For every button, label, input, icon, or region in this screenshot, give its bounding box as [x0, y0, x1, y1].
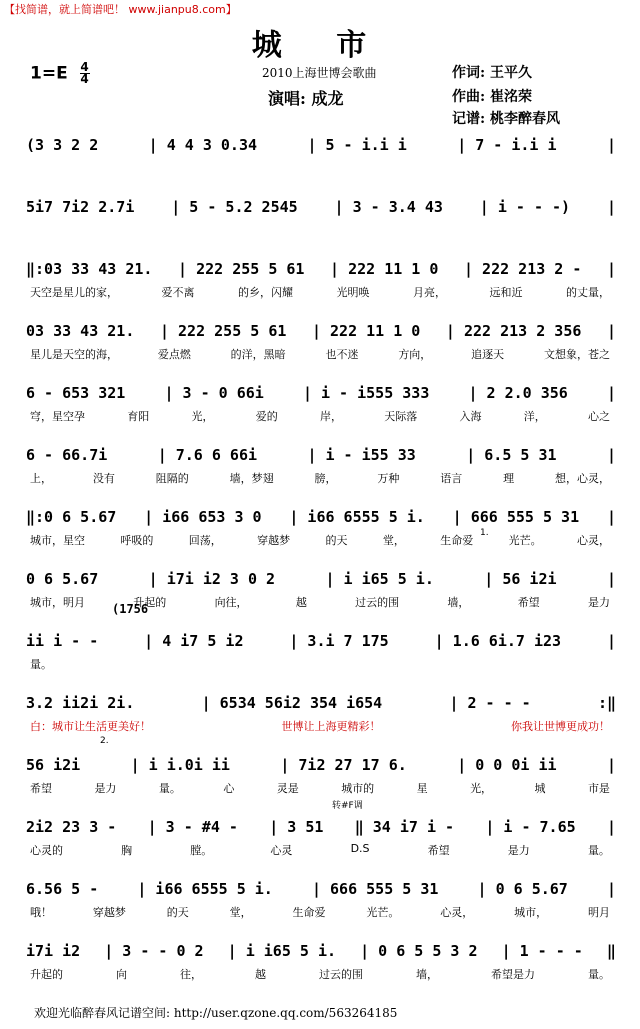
- lyric-word: 量。: [587, 844, 610, 857]
- notation-measure: | 3 - 3.4 43: [334, 198, 443, 216]
- notation-measure: 5i7 7i2 2.7i: [26, 198, 135, 216]
- lyric-word: 白：城市让生活更美好！: [30, 720, 151, 733]
- lyric-word: 城市，: [514, 906, 548, 919]
- lyric-word: 回荡，: [188, 534, 222, 547]
- notation-line: [26, 508, 616, 526]
- lyric-word: 墙，: [416, 968, 438, 981]
- lyric-word: 希望: [427, 844, 450, 857]
- lyric-word: 育阳: [127, 410, 150, 423]
- notation-measure: | 222 213 2 -: [463, 260, 582, 278]
- lyric-word: 爱的: [255, 410, 278, 423]
- notation-line: [26, 942, 616, 960]
- lyric-word: 穿越梦: [92, 906, 126, 919]
- notation-measure: | 2 - - -: [449, 694, 531, 712]
- lyrics-line: [30, 346, 610, 362]
- notation-measure: (3 3 2 2: [26, 136, 99, 154]
- lyric-word: 阻隔的: [155, 472, 189, 485]
- lyrics-line: [30, 842, 610, 858]
- notation-measure: | 1.6 6i.7 i23: [434, 632, 562, 650]
- lyric-word: 明月: [588, 906, 610, 919]
- notation-measure: 2i2 23 3 -: [26, 818, 117, 836]
- lyric-word: 堂，: [382, 534, 405, 547]
- notation-measure: | i i.0i ii: [130, 756, 230, 774]
- lyrics-line: [30, 284, 610, 300]
- lyric-word: 哦！: [30, 906, 52, 919]
- lyric-word: 爱点燃: [157, 348, 191, 361]
- notation-measure: | 1 - - -: [501, 942, 583, 960]
- lyric-word: 心之: [588, 410, 610, 423]
- notation-measure: | 3 - 0 66i: [164, 384, 264, 402]
- lyric-word: 月亮，: [413, 286, 446, 299]
- notation-measure: | 666 555 5 31: [311, 880, 439, 898]
- lyric-word: 是力: [587, 596, 610, 609]
- lyrics-line: [30, 904, 610, 920]
- lyric-word: 洋，: [523, 410, 546, 423]
- bracket-1756: (1756: [112, 602, 149, 616]
- key-signature: [30, 62, 90, 85]
- notation-line: [26, 384, 616, 402]
- lyric-word: 希望: [30, 782, 52, 795]
- notation-measure: |: [606, 632, 616, 650]
- notation-measure: | 222 11 1 0: [311, 322, 421, 340]
- lyric-word: 你我让世博更成功！: [511, 720, 610, 733]
- lyrics-line: [30, 966, 610, 982]
- lyric-word: 城市，星空: [30, 534, 85, 547]
- time-numerator: 4: [80, 60, 89, 74]
- lyric-word: 呼吸的: [120, 534, 154, 547]
- volta-1: 1.: [480, 528, 489, 538]
- notation-measure: |: [606, 756, 616, 774]
- notation-measure: | 6.5 5 31: [466, 446, 557, 464]
- notation-measure: | 3 - - 0 2: [104, 942, 204, 960]
- notation-measure: | 7.6 6 66i: [157, 446, 258, 464]
- lyric-word: 的丈量，: [566, 286, 610, 299]
- lyric-word: 心灵，: [577, 534, 610, 547]
- notation-measure: | 0 6 5 5 3 2: [360, 942, 478, 960]
- lyric-word: 岸，: [320, 410, 342, 423]
- lyric-word: 量。: [158, 782, 181, 795]
- lyric-word: 市是: [587, 782, 610, 795]
- notation-measure: | 56 i2i: [484, 570, 557, 588]
- lyrics-line: [30, 532, 610, 548]
- lyric-word: 心灵，: [440, 906, 474, 919]
- lyric-word: 天际落: [384, 410, 418, 423]
- lyric-word: 心灵的: [30, 844, 63, 857]
- notation-measure: 3.2 ii2i 2i.: [26, 694, 135, 712]
- notation-line: [26, 756, 616, 774]
- notation-line: [26, 198, 616, 216]
- transcriber-credit: 记谱: 桃李醉春风: [452, 111, 561, 127]
- notation-measure: 0 6 5.67: [26, 570, 99, 588]
- notation-measure: | 4 i7 5 i2: [144, 632, 244, 650]
- lyric-word: D.S: [350, 842, 370, 855]
- lyric-word: 量。: [30, 658, 52, 671]
- lyric-word: 升起的: [30, 968, 63, 981]
- notation-measure: ‖ 34 i7 i -: [354, 818, 455, 836]
- lyric-word: 膛。: [190, 844, 213, 857]
- notation-measure: | i66 6555 5 i.: [137, 880, 273, 898]
- lyric-word: 心: [223, 782, 235, 795]
- site-banner: 【找简谱，就上简谱吧！ www.jianpu8.com】: [4, 3, 237, 16]
- song-title: 城 市: [251, 28, 389, 63]
- notation-line: [26, 880, 616, 898]
- lyric-word: 过云的围: [319, 968, 363, 981]
- lyrics-line: [30, 470, 610, 486]
- notation-measure: | 0 6 5.67: [477, 880, 568, 898]
- lyric-word: 城市，明月: [30, 596, 85, 609]
- lyrics-line: [30, 780, 610, 796]
- notation-measure: ii i - -: [26, 632, 99, 650]
- lyric-word: 城市的: [341, 782, 375, 795]
- lyric-word: 也不迷: [325, 348, 359, 361]
- lyric-word: 越: [295, 596, 307, 609]
- lyric-word: 量。: [588, 968, 610, 981]
- notation-measure: | 222 255 5 61: [159, 322, 287, 340]
- lyrics-line: [30, 718, 610, 734]
- notation-line: [26, 446, 616, 464]
- lyric-word: 光，: [470, 782, 493, 795]
- notation-measure: | 222 213 2 356: [445, 322, 582, 340]
- notation-measure: 6 - 653 321: [26, 384, 126, 402]
- notation-line: [26, 136, 616, 154]
- lyric-word: 没有: [92, 472, 115, 485]
- lyric-word: 心灵: [270, 844, 293, 857]
- lyric-word: 胸: [121, 844, 133, 857]
- lyric-word: 世博让上海更精彩！: [281, 720, 381, 733]
- lyric-word: 的天: [325, 534, 348, 547]
- lyric-word: 向: [116, 968, 127, 981]
- lyric-word: 希望是力: [491, 968, 535, 981]
- notation-measure: |: [606, 446, 616, 464]
- lyric-word: 理: [503, 472, 515, 485]
- notation-measure: | 5 - 5.2 2545: [171, 198, 298, 216]
- lyric-word: 的乡，闪耀: [238, 286, 293, 299]
- notation-measure: |: [606, 880, 616, 898]
- footer-text: 欢迎光临醉春风记谱空间: http://user.qzone.qq.com/563264185: [34, 1006, 398, 1020]
- lyric-word: 墙，梦翅: [229, 472, 274, 485]
- lyric-word: 穿越梦: [257, 534, 291, 547]
- lyric-word: 入海: [459, 410, 482, 423]
- lyric-word: 堂，: [229, 906, 252, 919]
- singer-credit: 演唱: 成龙: [268, 89, 344, 108]
- lyrics-line: [30, 408, 610, 424]
- lyric-word: 方向，: [398, 348, 432, 361]
- lyric-word: 光芒。: [366, 906, 400, 919]
- notation-measure: | 222 255 5 61: [178, 260, 305, 278]
- lyric-word: 生命爱: [440, 534, 474, 547]
- notation-measure: 6.56 5 -: [26, 880, 99, 898]
- notation-measure: | 3.i 7 175: [289, 632, 389, 650]
- notation-measure: | 4 4 3 0.34: [148, 136, 258, 154]
- lyric-word: 的洋，黑暗: [230, 348, 286, 361]
- lyric-word: 星: [416, 782, 428, 795]
- notation-line: [26, 632, 616, 650]
- notation-measure: |: [606, 198, 616, 216]
- notation-measure: | 2 2.0 356: [468, 384, 568, 402]
- lyric-word: 希望: [517, 596, 540, 609]
- notation-measure: 6 - 66.7i: [26, 446, 108, 464]
- lyric-word: 越: [255, 968, 266, 981]
- lyric-word: 光，: [191, 410, 214, 423]
- lyric-word: 万种: [377, 472, 400, 485]
- notation-line: [26, 570, 616, 588]
- notation-measure: | 7 - i.i i: [457, 136, 557, 154]
- lyric-word: 远和近: [489, 286, 523, 299]
- notation-measure: i7i i2: [26, 942, 81, 960]
- notation-measure: | 7i2 27 17 6.: [280, 756, 407, 774]
- notation-measure: |: [606, 570, 616, 588]
- notation-measure: :‖: [597, 694, 616, 712]
- lyric-word: 灵是: [276, 782, 299, 795]
- lyric-word: 文想象，苍之: [543, 348, 610, 361]
- lyric-word: 生命爱: [292, 906, 326, 919]
- lyric-word: 语言: [440, 472, 463, 485]
- notation-measure: | 6534 56i2 354 i654: [201, 694, 383, 712]
- lyric-word: 爱不离: [161, 286, 195, 299]
- notation-measure: | 0 0 0i ii: [457, 756, 557, 774]
- lyric-word: 穹，星空孕: [30, 410, 85, 423]
- notation-measure: ‖:03 33 43 21.: [26, 260, 153, 278]
- notation-measure: |: [606, 136, 616, 154]
- lyric-word: 光芒。: [508, 534, 542, 547]
- notation-measure: | i - i555 333: [302, 384, 430, 402]
- volta-2: 2.: [100, 736, 109, 746]
- notation-measure: | i i65 5 i.: [325, 570, 434, 588]
- lyric-word: 往，: [180, 968, 202, 981]
- notation-measure: ‖: [606, 942, 616, 960]
- lyric-word: 膀，: [314, 472, 337, 485]
- notation-measure: |: [606, 322, 616, 340]
- lyric-word: 墙，: [447, 596, 470, 609]
- notation-measure: 03 33 43 21.: [26, 322, 135, 340]
- notation-measure: | i - i55 33: [307, 446, 416, 464]
- lyric-word: 光明唤: [336, 286, 370, 299]
- lyrics-line: [30, 656, 610, 672]
- lyricist-credit: 作词: 王平久: [452, 65, 533, 81]
- lyric-word: 想，心灵，: [555, 472, 610, 485]
- notation-line: [26, 260, 616, 278]
- notation-measure: | i - 7.65: [485, 818, 576, 836]
- notation-measure: |: [606, 508, 616, 526]
- key-label: 1=E: [30, 63, 68, 84]
- notation-measure: 56 i2i: [26, 756, 81, 774]
- lyric-word: 天空是星儿的家，: [30, 286, 118, 299]
- modulation-mark: 转#F调: [332, 801, 363, 811]
- lyric-word: 向往，: [214, 596, 248, 609]
- notation-measure: |: [606, 384, 616, 402]
- notation-measure: | 666 555 5 31: [452, 508, 580, 526]
- notation-measure: | i66 653 3 0: [144, 508, 262, 526]
- notation-measure: | 3 51: [269, 818, 324, 836]
- lyric-word: 升起的: [133, 596, 167, 609]
- notation-measure: | i - - -): [479, 198, 571, 216]
- notation-measure: |: [606, 818, 616, 836]
- composer-credit: 作曲: 崔洺荣: [452, 89, 533, 105]
- lyric-word: 是力: [94, 782, 117, 795]
- notation-line: [26, 694, 616, 712]
- notation-measure: | 3 - #4 -: [147, 818, 238, 836]
- lyric-word: 追逐天: [471, 348, 505, 361]
- notation-measure: ‖:0 6 5.67: [26, 508, 117, 526]
- notation-measure: | i i65 5 i.: [227, 942, 337, 960]
- lyric-word: 城: [534, 782, 546, 795]
- lyric-word: 星儿是天空的海，: [30, 348, 118, 361]
- notation-measure: | 222 11 1 0: [330, 260, 439, 278]
- notation-measure: | 5 - i.i i: [307, 136, 407, 154]
- time-denominator: 4: [80, 72, 89, 86]
- lyric-word: 过云的围: [355, 596, 400, 609]
- notation-line: [26, 818, 616, 836]
- notation-measure: |: [606, 260, 616, 278]
- notation-measure: | i7i i2 3 0 2: [148, 570, 276, 588]
- notation-measure: | i66 6555 5 i.: [289, 508, 425, 526]
- notation-line: [26, 322, 616, 340]
- time-signature: [80, 62, 90, 85]
- lyric-word: 是力: [507, 844, 530, 857]
- lyric-word: 的天: [166, 906, 189, 919]
- lyric-word: 上，: [30, 472, 52, 485]
- subtitle: 2010上海世博会歌曲: [262, 66, 377, 80]
